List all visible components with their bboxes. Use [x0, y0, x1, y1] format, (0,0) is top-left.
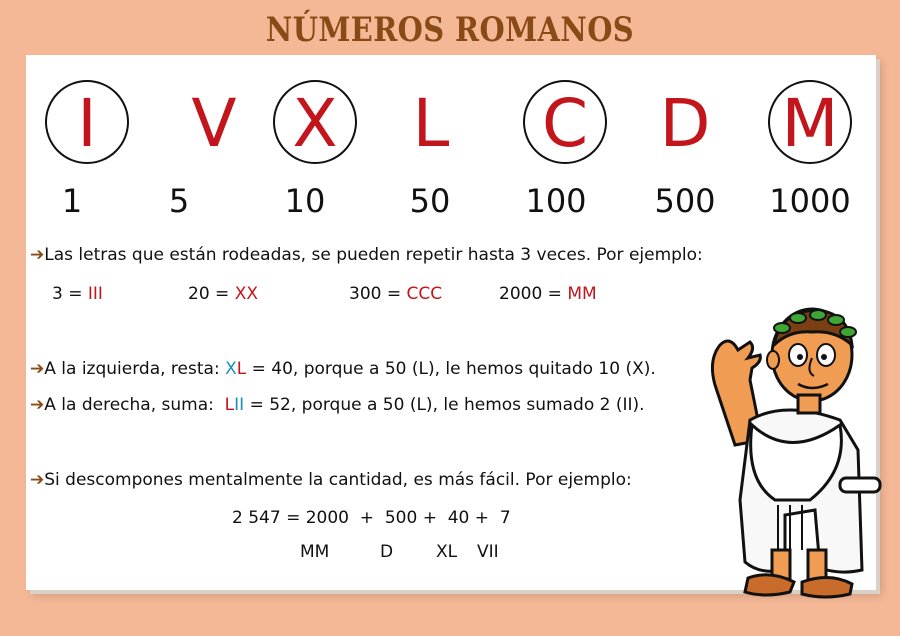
- decomposition-sum: 2 547 = 2000 + 500 + 40 + 7: [232, 508, 511, 528]
- arrow-icon: ➔: [30, 359, 45, 379]
- example-3: 3 = III: [52, 284, 103, 304]
- value-1: 1: [61, 182, 83, 220]
- value-500: 500: [654, 182, 716, 220]
- arrow-icon: ➔: [30, 470, 45, 490]
- letter-i: I: [42, 79, 132, 169]
- roman-mm: MM: [300, 542, 330, 562]
- page-title: NÚMEROS ROMANOS: [265, 10, 635, 50]
- rule-repeat: ➔Las letras que están rodeadas, se pueden repetir hasta 3 veces. Por ejemplo:: [30, 245, 703, 265]
- letter-v: V: [191, 85, 237, 162]
- value-10: 10: [284, 182, 326, 220]
- letter-l: L: [412, 85, 450, 162]
- letter-c: C: [520, 79, 610, 169]
- arrow-icon: ➔: [30, 395, 45, 415]
- letter-x: X: [270, 79, 360, 169]
- roman-xl: XL: [436, 542, 458, 562]
- letter-d: D: [659, 85, 711, 162]
- value-100: 100: [525, 182, 587, 220]
- roman-letters-row: [26, 79, 876, 189]
- example-20: 20 = XX: [188, 284, 258, 304]
- rule-add: ➔A la derecha, suma: LII = 52, porque a 50 (L), le hemos sumado 2 (II).: [30, 395, 645, 415]
- roman-vii: VII: [477, 542, 499, 562]
- roman-emperor-icon: [690, 300, 890, 610]
- rule-subtract: ➔A la izquierda, resta: XL = 40, porque a 50 (L), le hemos quitado 10 (X).: [30, 359, 656, 379]
- rule-decompose: ➔Si descompones mentalmente la cantidad, es más fácil. Por ejemplo:: [30, 470, 632, 490]
- value-5: 5: [168, 182, 190, 220]
- example-300: 300 = CCC: [349, 284, 443, 304]
- value-50: 50: [409, 182, 451, 220]
- arrow-icon: ➔: [30, 245, 45, 265]
- example-2000: 2000 = MM: [499, 284, 597, 304]
- roman-d: D: [380, 542, 394, 562]
- letter-m: M: [765, 79, 855, 169]
- value-1000: 1000: [769, 182, 851, 220]
